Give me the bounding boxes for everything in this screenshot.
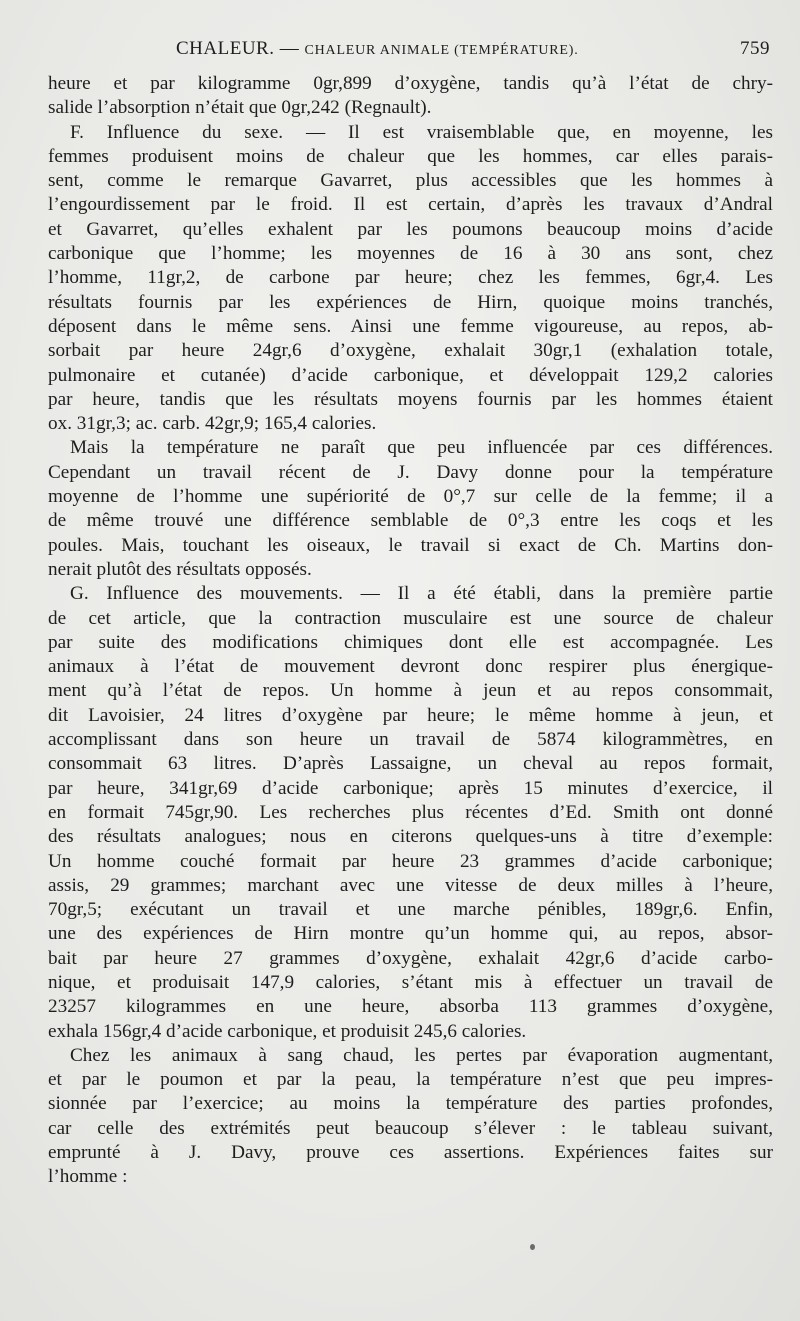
text-line: en formait 745gr,90. Les recherches plus récentes d’Ed. Smith ont donné: [48, 801, 773, 823]
text-line: et par le poumon et par la peau, la température n’est que peu impres-: [48, 1069, 773, 1091]
text-line: animaux à l’état de mouvement devront donc respirer plus énergique-: [48, 656, 773, 678]
text-line: de même trouvé une différence semblable de 0°,3 entre les coqs et les: [48, 510, 773, 532]
text-line: accomplissant dans son heure un travail de 5874 kilogrammètres, en: [48, 729, 773, 751]
text-line: Chez les animaux à sang chaud, les pertes par évaporation augmentant,: [70, 1044, 773, 1066]
text-line: l’homme, 11gr,2, de carbone par heure; chez les femmes, 6gr,4. Les: [48, 267, 773, 289]
text-line: emprunté à J. Davy, prouve ces assertions. Expériences faites sur: [48, 1142, 773, 1164]
text-line: carbonique que l’homme; les moyennes de 16 à 30 ans sont, chez: [48, 243, 773, 265]
text-line: Un homme couché formait par heure 23 grammes d’acide carbonique;: [48, 850, 773, 872]
text-line: par suite des modifications chimiques dont elle est accompagnée. Les: [48, 631, 773, 653]
text-line: résultats fournis par les expériences de Hirn, quoique moins tranchés,: [48, 291, 773, 313]
text-line: 70gr,5; exécutant un travail et une marche pénibles, 189gr,6. Enfin,: [48, 899, 773, 921]
text-line: l’homme :: [48, 1166, 128, 1188]
text-line: déposent dans le même sens. Ainsi une femme vigoureuse, au repos, ab-: [48, 315, 773, 337]
text-line: femmes produisent moins de chaleur que les hommes, car elles parais-: [48, 145, 773, 167]
text-line: consommait 63 litres. D’après Lassaigne, un cheval au repos formait,: [48, 753, 773, 775]
text-line: Mais la température ne paraît que peu influencée par ces différences.: [70, 437, 773, 459]
page-number: 759: [740, 38, 770, 59]
text-line: des résultats analogues; nous en citerons quelques-uns à titre d’exemple:: [48, 826, 773, 848]
text-line: pulmonaire et cutanée) d’acide carbonique, et développait 129,2 calories: [48, 364, 773, 386]
text-line: G. Influence des mouvements. — Il a été établi, dans la première partie: [70, 583, 773, 605]
text-line: l’engourdissement par le froid. Il est certain, d’après les travaux d’Andral: [48, 194, 773, 216]
text-line: assis, 29 grammes; marchant avec une vitesse de deux milles à l’heure,: [48, 874, 773, 896]
text-line: 23257 kilogrammes en une heure, absorba 113 grammes d’oxygène,: [48, 996, 773, 1018]
text-line: ox. 31gr,3; ac. carb. 42gr,9; 165,4 calories.: [48, 413, 377, 435]
print-speck: [530, 1244, 535, 1250]
text-line: et Gavarret, qu’elles exhalent par les poumons beaucoup moins d’acide: [48, 218, 773, 240]
text-line: ment qu’à l’état de repos. Un homme à jeun et au repos consommait,: [48, 680, 773, 702]
text-line: heure et par kilogramme 0gr,899 d’oxygène, tandis qu’à l’état de chry-: [48, 73, 773, 94]
text-line: par heure, tandis que les résultats moyens fournis par les hommes étaient: [48, 388, 773, 410]
body-text: [48, 72, 773, 1190]
text-line: F. Influence du sexe. — Il est vraisemblable que, en moyenne, les: [70, 121, 773, 143]
text-line: bait par heure 27 grammes d’oxygène, exhalait 42gr,6 d’acide carbo-: [48, 947, 773, 969]
header-subtitle: CHALEUR ANIMALE (TEMPÉRATURE).: [304, 43, 579, 58]
text-line: sionnée par l’exercice; au moins la température des parties profondes,: [48, 1093, 773, 1115]
running-title: [176, 38, 579, 60]
text-line: exhala 156gr,4 d’acide carbonique, et produisit 245,6 calories.: [48, 1020, 527, 1042]
text-line: Cependant un travail récent de J. Davy donne pour la température: [48, 461, 773, 483]
text-line: salide l’absorption n’était que 0gr,242 (Regnault).: [48, 97, 432, 119]
text-line: de cet article, que la contraction musculaire est une source de chaleur: [48, 607, 773, 629]
text-line: sorbait par heure 24gr,6 d’oxygène, exhalait 30gr,1 (exhalation totale,: [48, 340, 773, 362]
text-line: nerait plutôt des résultats opposés.: [48, 558, 312, 580]
text-line: une des expériences de Hirn montre qu’un homme qui, au repos, absor-: [48, 923, 773, 945]
text-line: poules. Mais, touchant les oiseaux, le travail si exact de Ch. Martins don-: [48, 534, 773, 556]
text-line: moyenne de l’homme une supériorité de 0°,7 sur celle de la femme; il a: [48, 486, 773, 508]
text-line: nique, et produisait 147,9 calories, s’étant mis à effectuer un travail de: [48, 971, 773, 993]
text-line: car celle des extrémités peut beaucoup s’élever : le tableau suivant,: [48, 1117, 773, 1139]
text-line: sent, comme le remarque Gavarret, plus accessibles que les hommes à: [48, 170, 773, 192]
header-title: CHALEUR.: [176, 38, 275, 59]
running-head: [48, 38, 770, 68]
text-line: dit Lavoisier, 24 litres d’oxygène par heure; le même homme à jeun, et: [48, 704, 773, 726]
header-separator: —: [279, 38, 300, 59]
text-line: par heure, 341gr,69 d’acide carbonique; après 15 minutes d’exercice, il: [48, 777, 773, 799]
